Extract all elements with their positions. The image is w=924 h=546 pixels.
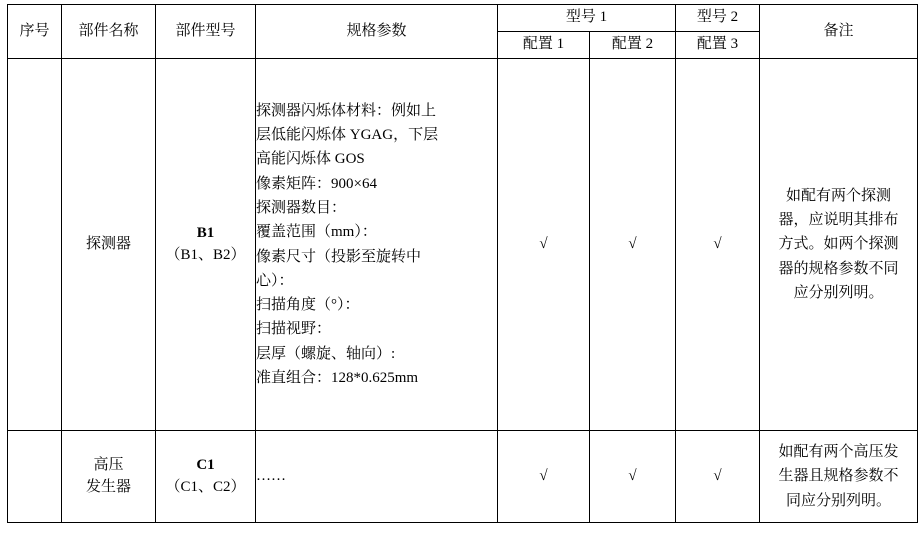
table-body [8,59,918,523]
column-header-config-3: 配置 3 [676,32,760,59]
remark-line: 如配有两个探测 [786,187,892,204]
column-header-model-group-2: 型号 2 [676,5,760,32]
spec-line: 扫描角度（°）： [256,297,360,314]
table-row [8,59,918,431]
remark-line: 应分别列明。 [793,284,884,301]
column-header-model-group-1: 型号 1 [498,5,676,32]
column-header-part-model: 部件型号 [156,5,256,59]
header-row-top [8,5,918,32]
cell-part-model [156,59,256,431]
spec-line: 高能闪烁体 GOS [256,151,365,168]
cell-config-1: √ [498,431,590,523]
cell-spec-params: …… [256,431,498,523]
cell-seq [8,431,62,523]
table-row [8,431,918,523]
spec-line: 覆盖范围（mm）： [256,224,377,241]
cell-remark [760,431,918,523]
spec-line: 探测器闪烁体材料：例如上 [256,102,437,119]
remark-line: 器的规格参数不同 [778,260,899,277]
part-model-sub: （B1、B2） [165,246,246,263]
column-header-config-2: 配置 2 [590,32,676,59]
part-model-main: B1 [196,224,215,241]
column-header-part-name: 部件名称 [62,5,156,59]
cell-part-model [156,431,256,523]
cell-part-name [62,431,156,523]
cell-seq [8,59,62,431]
cell-config-3: √ [676,59,760,431]
spec-line: 层低能闪烁体 YGAG，下层 [256,127,439,144]
cell-config-2: √ [590,59,676,431]
remark-line: 如配有两个高压发 [778,444,899,461]
spec-line: 层厚（螺旋、轴向）: [256,345,396,362]
spec-line: 像素尺寸（投影至旋转中 [256,248,422,265]
remark-line: 生器且规格参数不 [778,468,899,485]
part-name-line: 高压 [93,456,124,473]
remark-line: 器，应说明其排布 [778,212,899,229]
spec-line: 准直组合：128*0.625mm [256,369,419,386]
cell-remark [760,59,918,431]
spec-line: 探测器数目： [256,199,347,216]
component-spec-table [7,4,918,523]
table-header [8,5,918,59]
cell-config-2: √ [590,431,676,523]
remark-line: 同应分别列明。 [786,492,892,509]
document-page [0,4,924,546]
column-header-config-1: 配置 1 [498,32,590,59]
column-header-seq: 序号 [8,5,62,59]
part-name-line: 发生器 [85,478,131,495]
spec-line-list [256,99,497,391]
cell-spec-params [256,59,498,431]
remark-line: 方式。如两个探测 [778,236,899,253]
spec-line: 扫描视野： [256,321,332,338]
cell-config-3: √ [676,431,760,523]
column-header-spec-params: 规格参数 [256,5,498,59]
cell-part-name: 探测器 [62,59,156,431]
part-model-main: C1 [196,456,215,473]
part-model-sub: （C1、C2） [165,478,246,495]
cell-config-1: √ [498,59,590,431]
column-header-remark: 备注 [760,5,918,59]
spec-line: 像素矩阵：900×64 [256,175,377,192]
spec-line: 心）： [256,272,294,289]
